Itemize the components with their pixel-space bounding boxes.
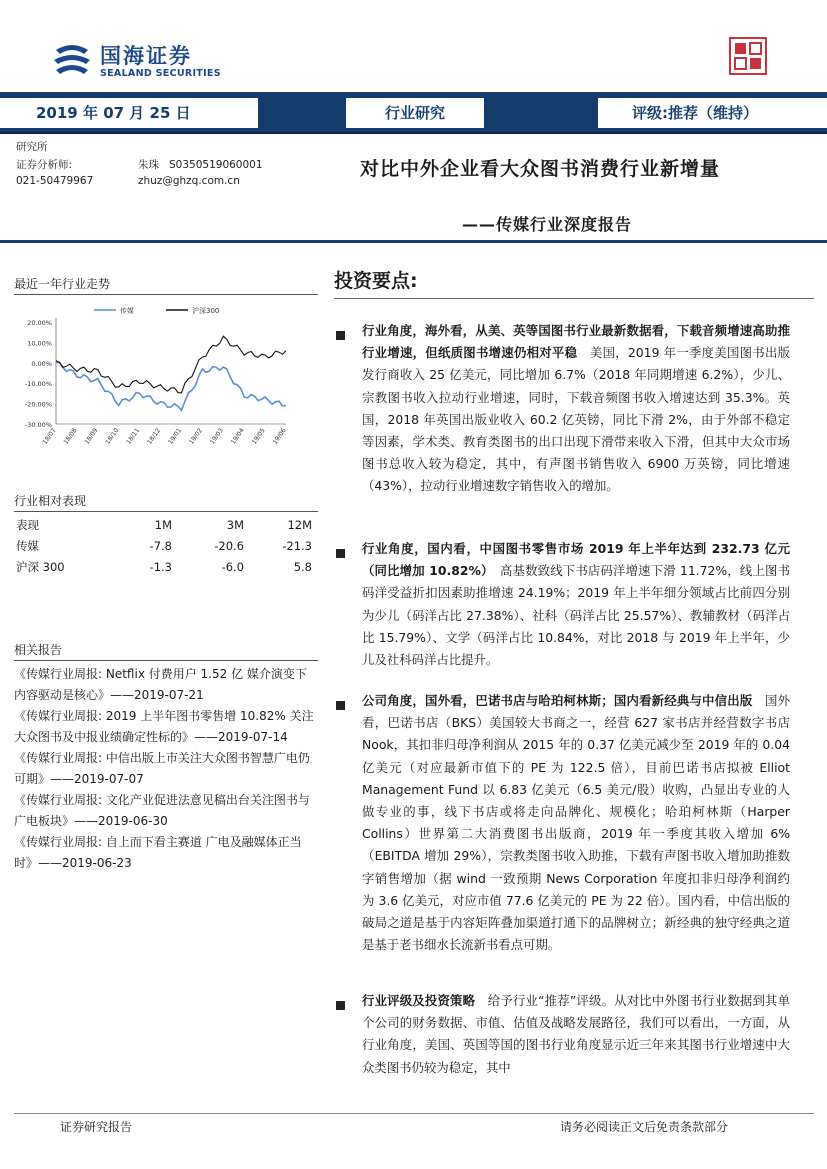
perf-cell: -20.6 — [214, 538, 244, 553]
perf-table — [14, 514, 318, 577]
perf-row — [14, 556, 318, 577]
perf-cell: -6.0 — [221, 559, 244, 574]
reports-title: 相关报告 — [14, 643, 63, 657]
perf-cell: 传媒 — [16, 538, 39, 553]
legend-label: 沪深300 — [192, 307, 220, 315]
series-line-沪深300 — [56, 336, 286, 393]
footer-disclaimer: 请务必阅读正文后免责条款部分 — [560, 1120, 729, 1134]
perf-cell: -21.3 — [282, 538, 312, 553]
dept-label: 研究所 — [16, 141, 48, 153]
x-tick-label: 19/05 — [250, 427, 267, 446]
research-seal-icon — [728, 36, 768, 76]
y-tick-label: 0.00% — [31, 359, 52, 368]
legend-label: 传媒 — [120, 307, 134, 315]
x-tick-label: 18/09 — [83, 427, 100, 446]
related-report-item[interactable]: 《传媒行业周报: 自上而下看主赛道 广电及融媒体正当时》——2019-06-23 — [14, 835, 302, 870]
x-tick-label: 19/03 — [208, 427, 225, 446]
highlight-paragraph: 行业角度，海外看，从美、英等国图书行业最新数据看，下载音频增速高助推行业增速，但纸质图书增速仍相对平稳 美国，2019 年一季度美国图书出版发行商收入 25 亿美元，同比增加 6.7%（2018 年同期增速 6.2%），少儿、宗教图书收入拉动行业增速，同时，下载音频图书收入增速达到 35.3%。英国，2018 年英国出版业收入 60.2 亿英镑，同比下滑 2%，由于外部不稳定等因素，学术类、教育类图书的出口出现下滑带来收入下滑，但其中大众市场图书总收入较为稳定，其中，有声图书销售收入 6900 万英镑，同比增速（43%），拉动行业增速数字销售收入的增加。 — [362, 323, 791, 494]
perf-header-row — [14, 514, 318, 535]
trend-chart — [14, 300, 314, 472]
investment-highlights-heading: 投资要点: — [334, 270, 418, 292]
y-tick-label: -30.00% — [24, 421, 52, 429]
footer-rule — [14, 1113, 814, 1114]
highlight-paragraph: 行业评级及投资策略 给予行业“推荐”评级。从对比中外图书行业数据到其单个公司的财务数据、市值、估值及战略发展路径，我们可以看出，一方面，从行业角度，美国、英国等国的图书行业角度显示近三年来其图书行业增速中大众类图书仍较为稳定，其中 — [362, 993, 790, 1075]
related-report-item[interactable]: 《传媒行业周报: 中信出版上市关注大众图书智慧广电仍可期》——2019-07-07 — [14, 751, 310, 786]
related-report-item[interactable]: 《传媒行业周报: Netflix 付费用户 1.52 亿 媒介演变下内容驱动是核心》——2019-07-21 — [14, 667, 307, 702]
y-tick-label: 20.00% — [27, 319, 52, 327]
related-reports-list — [14, 664, 318, 874]
y-tick-label: 10.00% — [27, 339, 52, 348]
logo-text-cn: 国海证券 — [100, 44, 192, 68]
header-divider — [0, 240, 827, 243]
bullet-icon — [336, 549, 345, 558]
series-line-传媒 — [56, 362, 286, 410]
analyst-name: 朱珠 S0350519060001 — [138, 159, 263, 171]
x-tick-label: 19/01 — [167, 427, 184, 446]
x-tick-label: 19/06 — [271, 427, 288, 446]
company-logo — [52, 40, 242, 88]
perf-cell: 沪深 300 — [16, 559, 65, 574]
x-tick-label: 18/12 — [146, 427, 163, 446]
perf-cell: 5.8 — [293, 559, 312, 574]
trend-rule — [14, 294, 318, 295]
sealand-logo-icon — [52, 42, 92, 80]
bullet-icon — [336, 1001, 345, 1010]
perf-header-cell: 3M — [226, 517, 244, 532]
related-report-item[interactable]: 《传媒行业周报: 2019 上半年图书零售增 10.82% 关注大众图书及中报业绩确定性标的》——2019-07-14 — [14, 709, 314, 744]
x-tick-label: 19/04 — [229, 427, 246, 446]
report-title: 对比中外企业看大众图书消费行业新增量 — [360, 158, 721, 180]
x-tick-label: 18/08 — [62, 427, 79, 446]
footer-left: 证券研究报告 — [60, 1120, 133, 1134]
x-tick-label: 18/07 — [41, 427, 58, 446]
report-subtitle: ——传媒行业深度报告 — [462, 215, 633, 234]
report-category: 行业研究 — [346, 98, 484, 128]
x-tick-label: 19/02 — [188, 427, 205, 446]
perf-header-cell: 表现 — [16, 517, 39, 532]
logo-text-en: SEALAND SECURITIES — [100, 68, 221, 79]
perf-cell: -7.8 — [149, 538, 172, 553]
y-tick-label: -10.00% — [24, 380, 52, 389]
report-rating: 评级:推荐（维持） — [598, 98, 827, 128]
x-tick-label: 18/11 — [125, 427, 142, 446]
x-tick-label: 18/10 — [104, 427, 121, 446]
perf-cell: -1.3 — [149, 559, 172, 574]
highlight-paragraph: 公司角度，国外看，巴诺书店与哈珀柯林斯；国内看新经典与中信出版 国外看，巴诺书店（BKS）美国较大书商之一，经营 627 家书店并经营数字书店 Nook，其扣非归母净利润从 2015 年的 0.37 亿美元减少至 2019 年的 0.04 亿美元（对应最新市值下的 PE 为 122.5 倍），目前巴诺书店拟被 Elliot Management Fund 以 6.83 亿美元（6.5 美元/股）收购，凸显出专业的人做专业的事，线下书店或将走向品牌化、规模化；哈珀柯林斯（Harper Collins）世界第二大消费图书出版商，2019 年一季度其收入增加 6%（EBITDA 增加 29%），宗教类图书收入助推，下载有声图书收入增加助推数字销售增加（据 wind 一致预期 News Corporation 年度扣非归母净利润约为 3.6 亿美元，对应市值 77.6 亿美元的 PE 为 22 倍）。国内看，中信出版的破局之道是基于内容矩阵叠加渠道打通下的品牌树立；新经典的独守经典之道是基于老书细水长流新书看点可期。 — [362, 693, 791, 953]
analyst-email[interactable]: zhuz@ghzq.com.cn — [138, 175, 240, 187]
perf-row — [14, 535, 318, 556]
perf-rule — [14, 511, 318, 512]
bullet-icon — [336, 701, 345, 710]
report-date: 2019 年 07 月 25 日 — [0, 98, 258, 128]
main-rule — [334, 298, 814, 299]
bullet-icon — [336, 331, 345, 340]
perf-title: 行业相对表现 — [14, 494, 87, 508]
header-banner — [0, 92, 827, 134]
trend-title: 最近一年行业走势 — [14, 277, 111, 291]
analyst-label: 证券分析师: — [16, 159, 73, 171]
related-report-item[interactable]: 《传媒行业周报: 文化产业促进法意见稿出台关注图书与广电板块》——2019-06-30 — [14, 793, 310, 828]
analyst-phone: 021-50479967 — [16, 175, 94, 187]
y-tick-label: -20.00% — [24, 400, 52, 409]
perf-header-cell: 12M — [287, 517, 312, 532]
highlight-paragraph: 行业角度，国内看，中国图书零售市场 2019 年上半年达到 232.73 亿元（同比增加 10.82%） 高基数致线下书店码洋增速下滑 11.72%，线上图书码洋受益折扣因素助推增速 24.19%；2019 年上半年细分领域占比前四分别为少儿（码洋占比 27.38%）、社科（码洋占比 25.57%）、教辅教材（码洋占比 15.79%）、文学（码洋占比 10.84%，对比 2018 与 2019 年上半年，少儿及社科码洋占比提升。 — [362, 541, 790, 668]
perf-header-cell: 1M — [154, 517, 172, 532]
reports-rule — [14, 660, 318, 661]
